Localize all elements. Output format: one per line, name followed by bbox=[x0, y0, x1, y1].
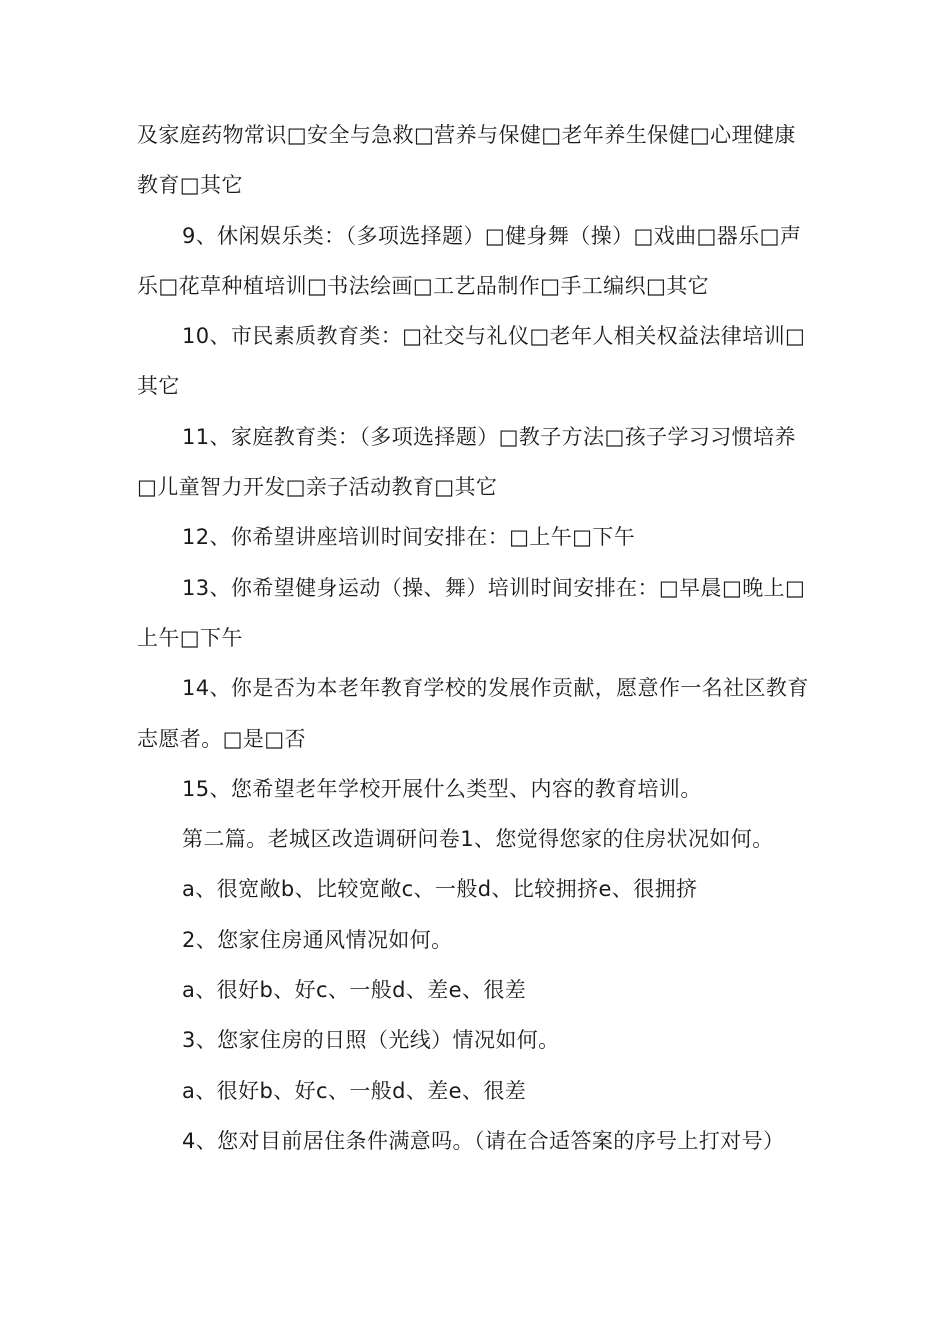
paragraph-question-10-civic: 10、市民素质教育类：□社交与礼仪□老年人相关权益法律培训□其它 bbox=[137, 324, 806, 399]
paragraph-question-12-lecture-time: 12、你希望讲座培训时间安排在：□上午□下午 bbox=[182, 525, 636, 550]
paragraph-section-two-title: 第二篇。老城区改造调研问卷1、您觉得您家的住房状况如何。 bbox=[182, 827, 774, 852]
paragraph-question-13-fitness-time: 13、你希望健身运动（操、舞）培训时间安排在：□早晨□晚上□上午□下午 bbox=[137, 575, 806, 650]
paragraph-answer-options-space: a、很宽敞b、比较宽敞c、一般d、比较拥挤e、很拥挤 bbox=[182, 877, 698, 902]
paragraph-question-9-leisure: 9、休闲娱乐类：（多项选择题）□健身舞（操）□戏曲□器乐□声乐□花草种植培训□书法绘画□工艺品制作□手工编织□其它 bbox=[137, 223, 802, 298]
paragraph-question-15-training: 15、您希望老年学校开展什么类型、内容的教育培训。 bbox=[182, 776, 702, 801]
paragraph-health-options-continued: 及家庭药物常识□安全与急救□营养与保健□老年养生保健□心理健康教育□其它 bbox=[137, 123, 796, 198]
paragraph-answer-options-sunlight: a、很好b、好c、一般d、差e、很差 bbox=[182, 1078, 527, 1103]
paragraph-question-2-ventilation: 2、您家住房通风情况如何。 bbox=[182, 927, 453, 952]
paragraph-question-14-volunteer: 14、你是否为本老年教育学校的发展作贡献，愿意作一名社区教育志愿者。□是□否 bbox=[137, 676, 809, 751]
paragraph-question-4-satisfaction: 4、您对目前居住条件满意吗。（请在合适答案的序号上打对号） bbox=[182, 1128, 785, 1153]
paragraph-question-11-family: 11、家庭教育类：（多项选择题）□教子方法□孩子学习习惯培养□儿童智力开发□亲子活动教育□其它 bbox=[137, 424, 796, 500]
paragraph-question-3-sunlight: 3、您家住房的日照（光线）情况如何。 bbox=[182, 1028, 560, 1053]
document-body bbox=[137, 110, 813, 1166]
paragraph-answer-options-ventilation: a、很好b、好c、一般d、差e、很差 bbox=[182, 978, 527, 1003]
